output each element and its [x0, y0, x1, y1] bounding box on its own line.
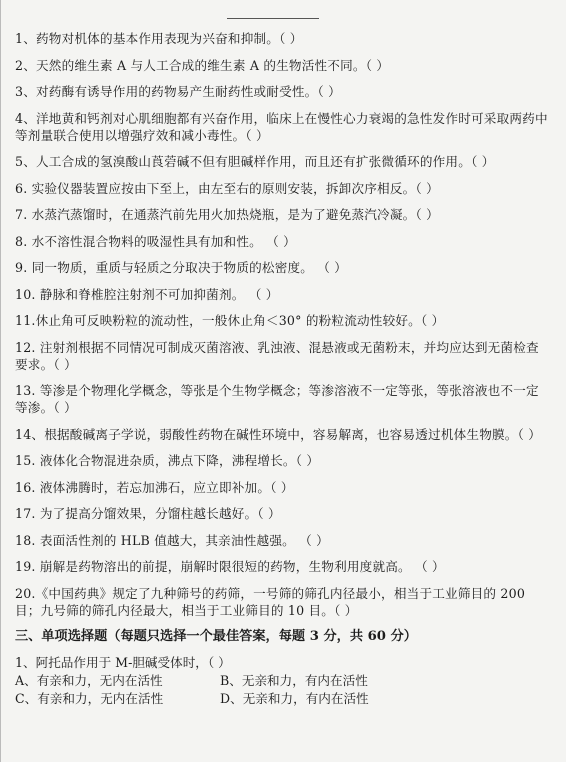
mcq-option-d: D、无亲和力，有内在活性 [220, 691, 369, 706]
question-8: 8. 水不溶性混合物料的吸湿性具有加和性。 （ ） [15, 233, 296, 249]
mcq-question-1 [15, 654, 550, 708]
question-7: 7. 水蒸汽蒸馏时，在通蒸汽前先用火加热烧瓶，是为了避免蒸汽冷凝。（ ） [15, 207, 439, 222]
question-18: 18. 表面活性剂的 HLB 值越大，其亲油性越强。 （ ） [15, 532, 329, 548]
question-20: 20.《中国药典》规定了九种筛号的药筛，一号筛的筛孔内径最小，相当于工业筛目的 200 目；九号筛的筛孔内径最大，相当于工业筛目的 10 目。（ ） [15, 585, 526, 618]
question-11: 11.休止角可反映粉粒的流动性，一般休止角＜30° 的粉粒流动性较好。（ ） [15, 313, 445, 328]
mcq-option-b: B、无亲和力，有内在活性 [220, 673, 368, 688]
question-list [15, 30, 550, 708]
question-14: 14、根据酸碱离子学说，弱酸性药物在碱性环境中，容易解离，也容易透过机体生物膜。（ ） [15, 426, 542, 442]
question-10: 10. 静脉和脊椎腔注射剂不可加抑菌剂。 （ ） [15, 286, 279, 302]
question-1: 1、药物对机体的基本作用表现为兴奋和抑制。（ ） [15, 31, 303, 46]
section-heading: 三、单项选择题（每题只选择一个最佳答案，每题 3 分，共 60 分） [15, 629, 417, 644]
question-5: 5、人工合成的氢溴酸山莨菪碱不但有胆碱样作用，而且还有扩张微循环的作用。（ ） [15, 154, 495, 169]
question-13: 13. 等渗是个物理化学概念，等张是个生物学概念；等渗溶液不一定等张，等张溶液也不一定等渗。（ ） [15, 383, 539, 415]
mcq-option-c: C、有亲和力，无内在活性 [15, 691, 164, 706]
question-4: 4、洋地黄和钙剂对心肌细胞都有兴奋作用，临床上在慢性心力衰竭的急性发作时可采取两药中等剂量联合使用以增强疗效和减小毒性。（ ） [15, 110, 548, 143]
mcq-stem: 1、阿托品作用于 M-胆碱受体时，（ ） [15, 655, 231, 670]
question-15: 15. 液体化合物混进杂质，沸点下降，沸程增长。（ ） [15, 453, 320, 468]
question-17: 17. 为了提高分馏效果，分馏柱越长越好。（ ） [15, 506, 281, 521]
question-9: 9. 同一物质，重质与轻质之分取决于物质的松密度。 （ ） [15, 260, 348, 275]
question-2: 2、天然的维生素 A 与人工合成的维生素 A 的生物活性不同。（ ） [15, 57, 390, 73]
question-3: 3、对药酶有诱导作用的药物易产生耐药性或耐受性。（ ） [15, 84, 341, 99]
question-16: 16. 液体沸腾时，若忘加沸石，应立即补加。（ ） [15, 479, 294, 495]
mcq-option-a: A、有亲和力，无内在活性 [15, 673, 163, 688]
question-6: 6. 实验仪器装置应按由下至上，由左至右的原则安装，拆卸次序相反。（ ） [15, 180, 439, 196]
question-19: 19. 崩解是药物溶出的前提，崩解时限很短的药物，生物利用度就高。 （ ） [15, 559, 445, 574]
top-divider [227, 18, 319, 19]
question-12: 12. 注射剂根据不同情况可制成灭菌溶液、乳浊液、混悬液或无菌粉末，并均应达到无菌检查要求。（ ） [15, 339, 539, 372]
